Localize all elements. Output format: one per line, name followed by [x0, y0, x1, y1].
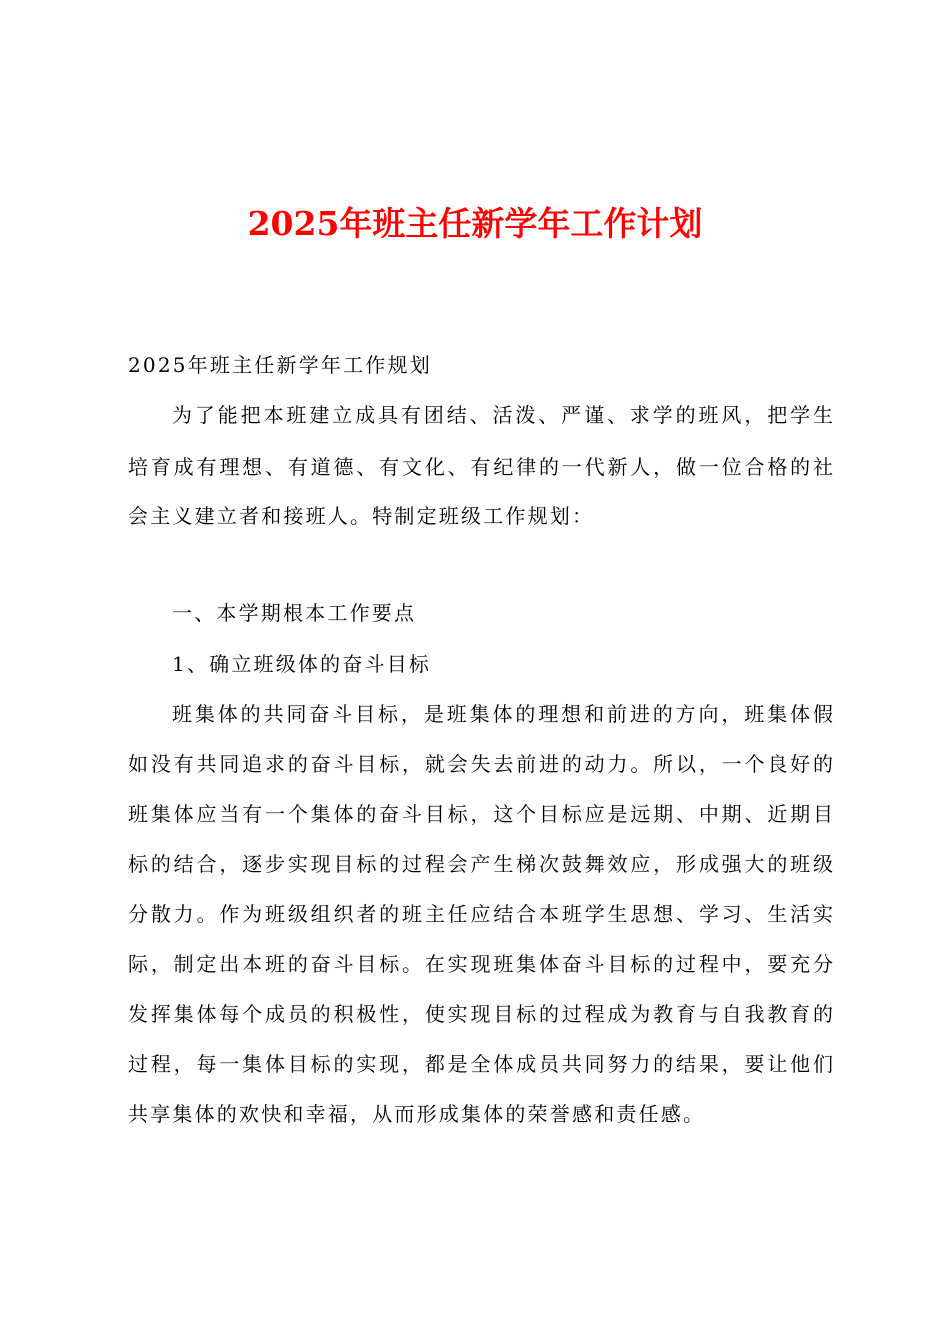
- body-line: 标的结合，逐步实现目标的过程会产生梯次鼓舞效应，形成强大的班级: [128, 852, 833, 876]
- intro-line: 为了能把本班建立成具有团结、活泼、严谨、求学的班风，把学生: [172, 403, 833, 427]
- intro-line: 培育成有理想、有道德、有文化、有纪律的一代新人，做一位合格的社: [128, 455, 833, 479]
- body-line: 共享集体的欢快和幸福，从而形成集体的荣誉感和责任感。: [128, 1102, 706, 1126]
- intro-line: 会主义建立者和接班人。特制定班级工作规划：: [128, 504, 595, 528]
- body-line: 发挥集体每个成员的积极性，使实现目标的过程成为教育与自我教育的: [128, 1002, 833, 1026]
- subtitle: 2025年班主任新学年工作规划: [128, 353, 432, 377]
- body-line: 如没有共同追求的奋斗目标，就会失去前进的动力。所以，一个良好的: [128, 752, 833, 776]
- subsection-heading: 1、确立班级体的奋斗目标: [172, 652, 432, 676]
- body-line: 班集体应当有一个集体的奋斗目标，这个目标应是远期、中期、近期目: [128, 802, 833, 826]
- body-line: 班集体的共同奋斗目标，是班集体的理想和前进的方向，班集体假: [172, 702, 833, 726]
- section-heading: 一、本学期根本工作要点: [172, 601, 417, 625]
- body-line: 过程，每一集体目标的实现，都是全体成员共同努力的结果，要让他们: [128, 1052, 833, 1076]
- body-line: 分散力。作为班级组织者的班主任应结合本班学生思想、学习、生活实: [128, 902, 833, 926]
- page-title: 2025年班主任新学年工作计划: [247, 204, 703, 243]
- body-line: 际，制定出本班的奋斗目标。在实现班集体奋斗目标的过程中，要充分: [128, 952, 833, 976]
